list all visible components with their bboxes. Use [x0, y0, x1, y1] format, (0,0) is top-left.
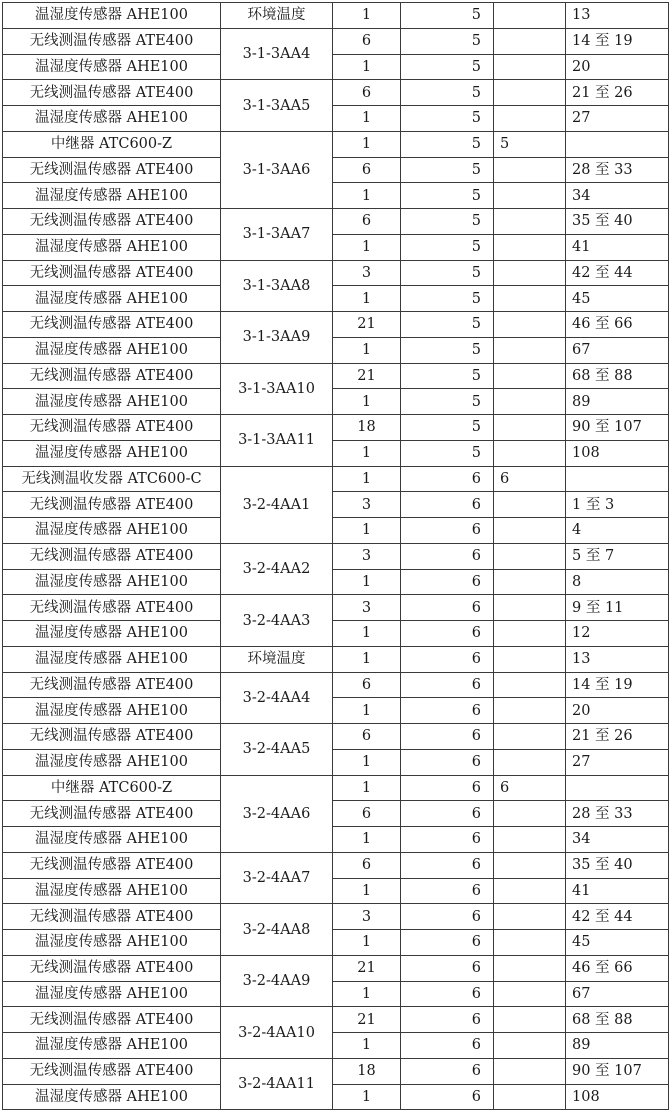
quantity-cell: 3 [333, 595, 401, 621]
quantity-cell: 21 [333, 363, 401, 389]
quantity-cell: 21 [333, 1007, 401, 1033]
quantity-cell: 1 [333, 878, 401, 904]
table-row [3, 775, 669, 801]
quantity-cell: 1 [333, 183, 401, 209]
repeater-number-cell [494, 234, 566, 260]
location-cell: 环境温度 [221, 646, 333, 672]
repeater-number-cell [494, 724, 566, 750]
quantity-cell: 1 [333, 749, 401, 775]
repeater-number-cell: 6 [494, 775, 566, 801]
quantity-cell: 1 [333, 440, 401, 466]
location-cell: 3-2-4AA10 [221, 1007, 333, 1059]
quantity-cell: 6 [333, 157, 401, 183]
location-cell: 3-2-4AA9 [221, 955, 333, 1007]
device-name-cell: 无线测温传感器 ATE400 [3, 492, 221, 518]
quantity-cell: 1 [333, 234, 401, 260]
sensor-range-cell: 41 [566, 234, 669, 260]
repeater-number-cell [494, 749, 566, 775]
location-cell: 3-1-3AA11 [221, 415, 333, 467]
device-name-cell: 温湿度传感器 AHE100 [3, 234, 221, 260]
group-number-cell: 6 [401, 904, 494, 930]
location-cell: 3-2-4AA6 [221, 775, 333, 852]
repeater-number-cell [494, 415, 566, 441]
repeater-number-cell [494, 621, 566, 647]
location-cell: 3-2-4AA3 [221, 595, 333, 647]
quantity-cell: 18 [333, 415, 401, 441]
group-number-cell: 6 [401, 569, 494, 595]
group-number-cell: 5 [401, 183, 494, 209]
table-row [3, 183, 669, 209]
sensor-range-cell: 34 [566, 827, 669, 853]
location-cell: 3-1-3AA4 [221, 28, 333, 80]
sensor-range-cell: 68 至 88 [566, 363, 669, 389]
device-name-cell: 无线测温传感器 ATE400 [3, 1058, 221, 1084]
table-row [3, 981, 669, 1007]
table-row [3, 569, 669, 595]
group-number-cell: 5 [401, 337, 494, 363]
quantity-cell: 3 [333, 543, 401, 569]
quantity-cell: 6 [333, 801, 401, 827]
device-name-cell: 温湿度传感器 AHE100 [3, 440, 221, 466]
sensor-range-cell: 89 [566, 389, 669, 415]
group-number-cell: 6 [401, 1033, 494, 1059]
location-cell: 3-2-4AA11 [221, 1058, 333, 1110]
sensor-range-cell: 9 至 11 [566, 595, 669, 621]
group-number-cell: 6 [401, 492, 494, 518]
device-name-cell: 温湿度传感器 AHE100 [3, 54, 221, 80]
sensor-range-cell: 21 至 26 [566, 724, 669, 750]
quantity-cell: 1 [333, 286, 401, 312]
repeater-number-cell [494, 286, 566, 312]
device-name-cell: 温湿度传感器 AHE100 [3, 749, 221, 775]
repeater-number-cell [494, 80, 566, 106]
group-number-cell: 6 [401, 852, 494, 878]
sensor-range-cell: 46 至 66 [566, 312, 669, 338]
quantity-cell: 6 [333, 672, 401, 698]
repeater-number-cell [494, 183, 566, 209]
repeater-number-cell [494, 1007, 566, 1033]
sensor-range-cell: 41 [566, 878, 669, 904]
location-cell: 3-1-3AA6 [221, 131, 333, 208]
group-number-cell: 6 [401, 981, 494, 1007]
quantity-cell: 6 [333, 28, 401, 54]
sensor-range-cell: 21 至 26 [566, 80, 669, 106]
repeater-number-cell [494, 106, 566, 132]
quantity-cell: 1 [333, 646, 401, 672]
sensor-range-cell: 42 至 44 [566, 904, 669, 930]
group-number-cell: 6 [401, 801, 494, 827]
sensor-range-cell: 8 [566, 569, 669, 595]
device-name-cell: 无线测温传感器 ATE400 [3, 312, 221, 338]
repeater-number-cell [494, 260, 566, 286]
group-number-cell: 5 [401, 286, 494, 312]
group-number-cell: 5 [401, 131, 494, 157]
sensor-range-cell: 27 [566, 106, 669, 132]
sensor-range-cell [566, 131, 669, 157]
device-name-cell: 无线测温传感器 ATE400 [3, 852, 221, 878]
sensor-range-cell: 67 [566, 981, 669, 1007]
location-cell: 3-1-3AA7 [221, 209, 333, 261]
table-row [3, 157, 669, 183]
group-number-cell: 5 [401, 28, 494, 54]
location-cell: 3-2-4AA5 [221, 724, 333, 776]
table-row [3, 363, 669, 389]
device-name-cell: 无线测温传感器 ATE400 [3, 595, 221, 621]
sensor-range-cell: 35 至 40 [566, 852, 669, 878]
table-row [3, 440, 669, 466]
repeater-number-cell [494, 1084, 566, 1110]
location-cell: 3-1-3AA9 [221, 312, 333, 364]
repeater-number-cell [494, 878, 566, 904]
sensor-range-cell: 90 至 107 [566, 1058, 669, 1084]
quantity-cell: 1 [333, 827, 401, 853]
repeater-number-cell [494, 672, 566, 698]
repeater-number-cell [494, 801, 566, 827]
table-row [3, 28, 669, 54]
table-row [3, 518, 669, 544]
location-cell: 环境温度 [221, 3, 333, 29]
repeater-number-cell [494, 312, 566, 338]
device-name-cell: 无线测温传感器 ATE400 [3, 209, 221, 235]
sensor-range-cell: 68 至 88 [566, 1007, 669, 1033]
repeater-number-cell [494, 827, 566, 853]
table-row [3, 312, 669, 338]
group-number-cell: 6 [401, 1007, 494, 1033]
sensor-range-cell: 89 [566, 1033, 669, 1059]
repeater-number-cell: 6 [494, 466, 566, 492]
quantity-cell: 1 [333, 54, 401, 80]
table-row [3, 1007, 669, 1033]
repeater-number-cell [494, 157, 566, 183]
group-number-cell: 6 [401, 518, 494, 544]
device-name-cell: 无线测温传感器 ATE400 [3, 260, 221, 286]
quantity-cell: 3 [333, 904, 401, 930]
quantity-cell: 6 [333, 80, 401, 106]
quantity-cell: 1 [333, 1084, 401, 1110]
quantity-cell: 1 [333, 518, 401, 544]
quantity-cell: 1 [333, 569, 401, 595]
location-cell: 3-2-4AA8 [221, 904, 333, 956]
sensor-range-cell: 35 至 40 [566, 209, 669, 235]
sensor-range-cell: 108 [566, 440, 669, 466]
device-name-cell: 无线测温传感器 ATE400 [3, 80, 221, 106]
sensor-range-cell [566, 466, 669, 492]
quantity-cell: 1 [333, 981, 401, 1007]
table-row [3, 131, 669, 157]
repeater-number-cell [494, 3, 566, 29]
group-number-cell: 5 [401, 234, 494, 260]
device-name-cell: 温湿度传感器 AHE100 [3, 878, 221, 904]
table-row [3, 337, 669, 363]
table-row [3, 209, 669, 235]
quantity-cell: 1 [333, 131, 401, 157]
group-number-cell: 6 [401, 672, 494, 698]
repeater-number-cell [494, 852, 566, 878]
table-row [3, 930, 669, 956]
sensor-range-cell: 45 [566, 930, 669, 956]
group-number-cell: 6 [401, 595, 494, 621]
device-name-cell: 中继器 ATC600-Z [3, 131, 221, 157]
repeater-number-cell [494, 930, 566, 956]
sensor-range-cell [566, 775, 669, 801]
quantity-cell: 21 [333, 955, 401, 981]
quantity-cell: 3 [333, 260, 401, 286]
table-row [3, 54, 669, 80]
table-row [3, 492, 669, 518]
table-row [3, 672, 669, 698]
quantity-cell: 18 [333, 1058, 401, 1084]
device-table-body [3, 3, 669, 1110]
group-number-cell: 6 [401, 775, 494, 801]
group-number-cell: 6 [401, 1058, 494, 1084]
table-row [3, 955, 669, 981]
group-number-cell: 6 [401, 930, 494, 956]
sensor-range-cell: 4 [566, 518, 669, 544]
group-number-cell: 6 [401, 543, 494, 569]
table-row [3, 415, 669, 441]
table-row [3, 3, 669, 29]
quantity-cell: 3 [333, 492, 401, 518]
location-cell: 3-1-3AA10 [221, 363, 333, 415]
device-name-cell: 温湿度传感器 AHE100 [3, 930, 221, 956]
repeater-number-cell [494, 569, 566, 595]
location-cell: 3-2-4AA4 [221, 672, 333, 724]
repeater-number-cell [494, 1058, 566, 1084]
table-row [3, 286, 669, 312]
table-row [3, 543, 669, 569]
table-row [3, 904, 669, 930]
sensor-range-cell: 42 至 44 [566, 260, 669, 286]
group-number-cell: 5 [401, 157, 494, 183]
group-number-cell: 6 [401, 646, 494, 672]
quantity-cell: 1 [333, 775, 401, 801]
group-number-cell: 6 [401, 1084, 494, 1110]
sensor-range-cell: 5 至 7 [566, 543, 669, 569]
repeater-number-cell [494, 955, 566, 981]
device-name-cell: 无线测温传感器 ATE400 [3, 955, 221, 981]
repeater-number-cell [494, 543, 566, 569]
quantity-cell: 1 [333, 930, 401, 956]
location-cell: 3-2-4AA7 [221, 852, 333, 904]
table-row [3, 646, 669, 672]
device-name-cell: 无线测温传感器 ATE400 [3, 543, 221, 569]
device-name-cell: 温湿度传感器 AHE100 [3, 1084, 221, 1110]
table-row [3, 595, 669, 621]
sensor-range-cell: 34 [566, 183, 669, 209]
device-name-cell: 无线测温传感器 ATE400 [3, 724, 221, 750]
group-number-cell: 6 [401, 878, 494, 904]
sensor-range-cell: 20 [566, 698, 669, 724]
location-cell: 3-2-4AA2 [221, 543, 333, 595]
group-number-cell: 5 [401, 312, 494, 338]
group-number-cell: 6 [401, 955, 494, 981]
group-number-cell: 5 [401, 440, 494, 466]
device-name-cell: 温湿度传感器 AHE100 [3, 337, 221, 363]
sensor-range-cell: 28 至 33 [566, 801, 669, 827]
repeater-number-cell [494, 1033, 566, 1059]
device-name-cell: 温湿度传感器 AHE100 [3, 183, 221, 209]
repeater-number-cell [494, 337, 566, 363]
quantity-cell: 1 [333, 466, 401, 492]
group-number-cell: 6 [401, 621, 494, 647]
device-name-cell: 无线测温传感器 ATE400 [3, 415, 221, 441]
quantity-cell: 1 [333, 337, 401, 363]
quantity-cell: 1 [333, 621, 401, 647]
device-name-cell: 温湿度传感器 AHE100 [3, 3, 221, 29]
repeater-number-cell [494, 389, 566, 415]
repeater-number-cell [494, 698, 566, 724]
location-cell: 3-1-3AA5 [221, 80, 333, 132]
repeater-number-cell [494, 28, 566, 54]
sensor-range-cell: 1 至 3 [566, 492, 669, 518]
sensor-range-cell: 27 [566, 749, 669, 775]
location-cell: 3-1-3AA8 [221, 260, 333, 312]
table-row [3, 389, 669, 415]
group-number-cell: 5 [401, 54, 494, 80]
device-name-cell: 温湿度传感器 AHE100 [3, 646, 221, 672]
repeater-number-cell [494, 209, 566, 235]
repeater-number-cell [494, 54, 566, 80]
device-name-cell: 温湿度传感器 AHE100 [3, 286, 221, 312]
device-name-cell: 无线测温传感器 ATE400 [3, 904, 221, 930]
device-name-cell: 温湿度传感器 AHE100 [3, 1033, 221, 1059]
group-number-cell: 5 [401, 363, 494, 389]
table-row [3, 698, 669, 724]
repeater-number-cell [494, 440, 566, 466]
quantity-cell: 1 [333, 1033, 401, 1059]
table-row [3, 801, 669, 827]
repeater-number-cell [494, 646, 566, 672]
table-row [3, 106, 669, 132]
quantity-cell: 1 [333, 106, 401, 132]
quantity-cell: 1 [333, 389, 401, 415]
repeater-number-cell [494, 492, 566, 518]
quantity-cell: 6 [333, 724, 401, 750]
repeater-number-cell [494, 595, 566, 621]
sensor-range-cell: 14 至 19 [566, 28, 669, 54]
table-row [3, 621, 669, 647]
device-name-cell: 温湿度传感器 AHE100 [3, 827, 221, 853]
device-name-cell: 温湿度传感器 AHE100 [3, 621, 221, 647]
table-row [3, 80, 669, 106]
repeater-number-cell [494, 363, 566, 389]
sensor-range-cell: 67 [566, 337, 669, 363]
device-name-cell: 无线测温收发器 ATC600-C [3, 466, 221, 492]
device-name-cell: 无线测温传感器 ATE400 [3, 672, 221, 698]
group-number-cell: 5 [401, 260, 494, 286]
table-row [3, 1084, 669, 1110]
sensor-range-cell: 108 [566, 1084, 669, 1110]
table-row [3, 260, 669, 286]
table-row [3, 749, 669, 775]
device-name-cell: 无线测温传感器 ATE400 [3, 1007, 221, 1033]
repeater-number-cell: 5 [494, 131, 566, 157]
device-table [2, 2, 669, 1110]
location-cell: 3-2-4AA1 [221, 466, 333, 543]
sensor-range-cell: 12 [566, 621, 669, 647]
sensor-range-cell: 90 至 107 [566, 415, 669, 441]
table-row [3, 1058, 669, 1084]
quantity-cell: 1 [333, 698, 401, 724]
table-row [3, 878, 669, 904]
group-number-cell: 5 [401, 80, 494, 106]
device-name-cell: 中继器 ATC600-Z [3, 775, 221, 801]
sensor-range-cell: 46 至 66 [566, 955, 669, 981]
group-number-cell: 6 [401, 749, 494, 775]
group-number-cell: 5 [401, 106, 494, 132]
repeater-number-cell [494, 904, 566, 930]
group-number-cell: 6 [401, 724, 494, 750]
device-name-cell: 温湿度传感器 AHE100 [3, 106, 221, 132]
device-name-cell: 温湿度传感器 AHE100 [3, 518, 221, 544]
sensor-range-cell: 13 [566, 646, 669, 672]
sensor-range-cell: 45 [566, 286, 669, 312]
quantity-cell: 6 [333, 209, 401, 235]
group-number-cell: 5 [401, 389, 494, 415]
device-name-cell: 无线测温传感器 ATE400 [3, 157, 221, 183]
repeater-number-cell [494, 981, 566, 1007]
table-row [3, 852, 669, 878]
quantity-cell: 1 [333, 3, 401, 29]
device-name-cell: 无线测温传感器 ATE400 [3, 28, 221, 54]
device-name-cell: 温湿度传感器 AHE100 [3, 698, 221, 724]
group-number-cell: 6 [401, 466, 494, 492]
table-row [3, 724, 669, 750]
device-name-cell: 无线测温传感器 ATE400 [3, 801, 221, 827]
sensor-range-cell: 14 至 19 [566, 672, 669, 698]
table-row [3, 234, 669, 260]
group-number-cell: 5 [401, 415, 494, 441]
table-row [3, 827, 669, 853]
repeater-number-cell [494, 518, 566, 544]
table-row [3, 1033, 669, 1059]
quantity-cell: 6 [333, 852, 401, 878]
quantity-cell: 21 [333, 312, 401, 338]
group-number-cell: 5 [401, 209, 494, 235]
sensor-range-cell: 28 至 33 [566, 157, 669, 183]
group-number-cell: 6 [401, 698, 494, 724]
table-row [3, 466, 669, 492]
sensor-range-cell: 20 [566, 54, 669, 80]
device-name-cell: 温湿度传感器 AHE100 [3, 569, 221, 595]
device-name-cell: 温湿度传感器 AHE100 [3, 389, 221, 415]
device-name-cell: 无线测温传感器 ATE400 [3, 363, 221, 389]
group-number-cell: 6 [401, 827, 494, 853]
device-name-cell: 温湿度传感器 AHE100 [3, 981, 221, 1007]
group-number-cell: 5 [401, 3, 494, 29]
sensor-range-cell: 13 [566, 3, 669, 29]
